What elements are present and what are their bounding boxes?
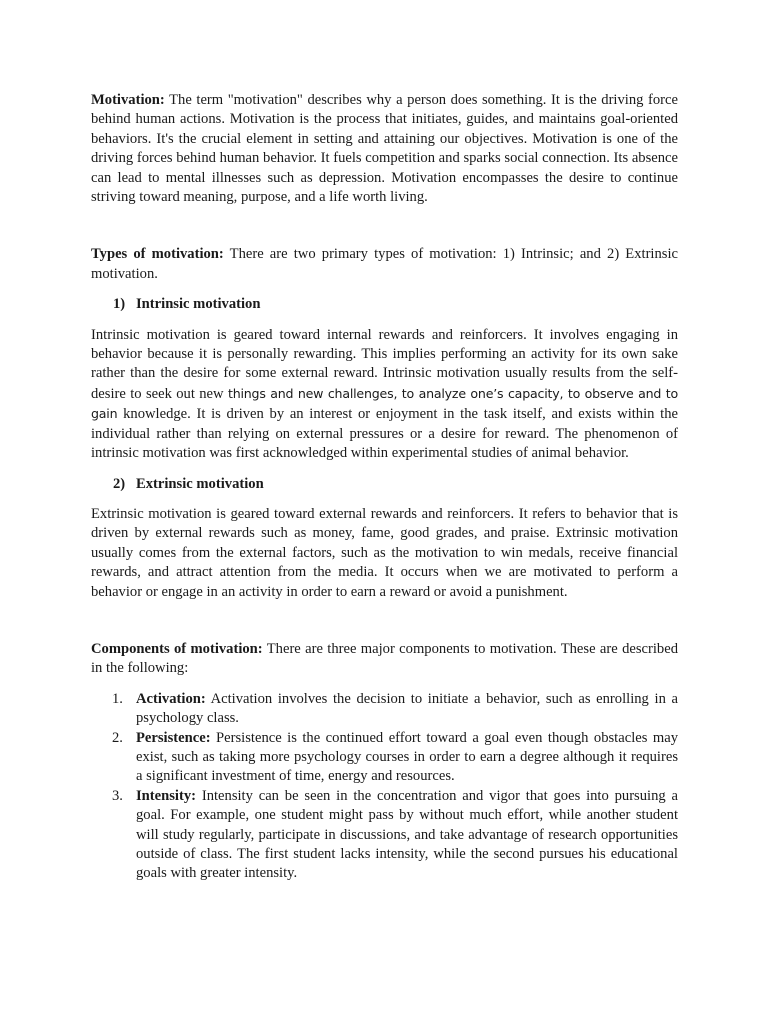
types-paragraph [91, 245, 678, 284]
list-item-number: 1. [112, 690, 123, 707]
list-item-term: Persistence: [136, 729, 211, 746]
intrinsic-text-a: Intrinsic motivation is geared toward internal rewards and reinforcers. It involves engaging in behavior because it is personally rewarding. This implies performing an activity for its own sake rather than the desire for some external reward. Intrinsic motivation usually results from the self-desire to seek out new [91, 326, 678, 402]
motivation-term: Motivation: [91, 92, 165, 108]
motivation-paragraph [91, 91, 678, 207]
list-item-activation [91, 690, 678, 729]
types-text: There are two primary types of motivation: 1) Intrinsic; and 2) Extrinsic motivation. [91, 246, 678, 282]
extrinsic-heading [91, 475, 678, 494]
components-term: Components of motivation: [91, 640, 263, 657]
extrinsic-heading-text: Extrinsic motivation [136, 475, 264, 492]
intrinsic-number: 1) [113, 296, 126, 313]
intrinsic-heading [91, 295, 678, 314]
list-item-intensity [91, 787, 678, 884]
types-term: Types of motivation: [91, 246, 224, 263]
list-item-term: Intensity: [136, 787, 196, 804]
list-item-number: 2. [112, 729, 123, 746]
list-item-text: Intensity can be seen in the concentration and vigor that goes into pursuing a goal. For example, one student might pass by without much effort, while another student will study regularly, participate in discussions, and take advantage of research opportunities outside of class. The first student lacks intensity, while the second pursues his educational goals with greater intensity. [136, 787, 678, 882]
components-paragraph [91, 640, 678, 679]
list-item-term: Activation: [136, 690, 206, 707]
motivation-text: The term "motivation" describes why a person does something. It is the driving force behind human actions. Motivation is the process that initiates, guides, and maintains goal-oriented behaviors. It's the crucial element in setting and attaining our objectives. Motivation is one of the driving forces behind human behavior. It fuels competition and sparks social connection. Its absence can lead to mental illnesses such as depression. Motivation encompasses the desire to continue striving toward meaning, purpose, and a life worth living. [91, 92, 678, 206]
components-list [91, 690, 678, 884]
intrinsic-heading-text: Intrinsic motivation [136, 296, 261, 313]
list-item-text: Persistence is the continued effort toward a goal even though obstacles may exist, such as taking more psychology courses in order to earn a degree although it requires a significant investment of time, energy and resources. [136, 729, 679, 785]
intrinsic-text-c: knowledge. It is driven by an interest or enjoyment in the task itself, and exists within the individual rather than relying on external pressures or a desire for reward. The phenomenon of intrinsic motivation was first acknowledged within experimental studies of animal behavior. [91, 406, 678, 462]
extrinsic-text: Extrinsic motivation is geared toward external rewards and reinforcers. It refers to behavior that is driven by external rewards such as money, fame, good grades, and praise. Extrinsic motivation usually comes from the external factors, such as the motivation to win medals, receive financial rewards, and attract attention from the media. It occurs when we are motivated to perform a behavior or engage in an activity in order to earn a reward or avoid a punishment. [91, 505, 678, 600]
intrinsic-paragraph [91, 326, 678, 464]
list-item-persistence [91, 729, 678, 787]
intrinsic-text-b: things and new challenges, to analyze one’s capacity, to observe and to gain [91, 385, 678, 422]
extrinsic-number: 2) [113, 475, 126, 492]
list-item-text: Activation involves the decision to initiate a behavior, such as enrolling in a psychology class. [136, 690, 679, 727]
extrinsic-paragraph [91, 505, 678, 602]
components-text: There are three major components to motivation. These are described in the following: [91, 640, 678, 677]
list-item-number: 3. [112, 787, 123, 804]
